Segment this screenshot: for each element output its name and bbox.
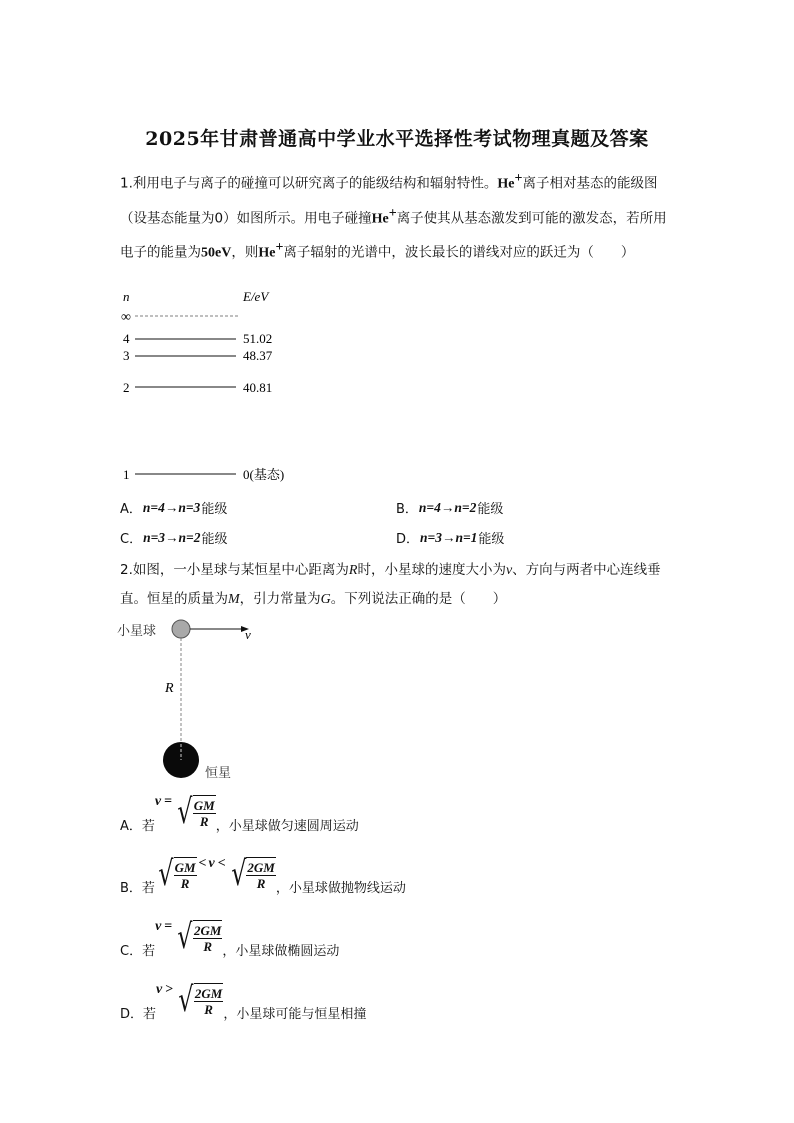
question-1-stem: 1.利用电子与离子的碰撞可以研究离子的能级结构和辐射特性。He+离子相对基态的能级图（设基态能量为0）如图所示。用电子碰撞He+离子使其从基态激发到可能的激发态，若所用电子的能量为50eV，则He+离子辐射的光谱中，波长最长的谱线对应的跃迁为（ ） (120, 171, 667, 261)
small-star (172, 620, 190, 638)
q2-option-d[interactable]: D．若 v > √ $\frac{2GM}{R}$ ，小星球可能与恒星相撞 (120, 980, 367, 1022)
q1-option-b[interactable]: B． n=4→n=2 能级 (396, 499, 504, 517)
level-4-energy: 51.02 (243, 331, 273, 346)
q2-option-b[interactable]: B．若 √ $\frac{GM}{R}$ < v < √ $\frac{2GM}{R}$ ，小星球做抛物线运动 (120, 854, 406, 896)
small-star-label: 小星球 (117, 623, 157, 638)
level-2-n: 2 (123, 380, 130, 395)
sqrt-2gm-over-r: √ $\frac{2GM}{R}$ (230, 854, 275, 894)
level-3-n: 3 (123, 348, 130, 363)
energy-level-diagram (110, 285, 310, 485)
ion-symbol: He (258, 245, 276, 261)
distance-label: R (165, 681, 174, 696)
sqrt-2gm-over-r: √ $\frac{2GM}{R}$ (178, 980, 223, 1020)
level-4-n: 4 (123, 331, 130, 346)
sqrt-gm-over-r: √ $\frac{GM}{R}$ (177, 792, 215, 832)
ion-symbol: He (497, 176, 515, 192)
electron-energy: 50eV (201, 245, 232, 261)
orbit-diagram (110, 612, 310, 787)
page-title: 2025年甘肃普通高中学业水平选择性考试物理真题及答案 (145, 128, 649, 150)
level-2-energy: 40.81 (243, 380, 273, 395)
level-1-n: 1 (123, 467, 130, 482)
q1-option-c[interactable]: C． n=3→n=2 能级 (120, 529, 228, 547)
level-1-energy: 0(基态) (243, 467, 285, 482)
sqrt-gm-over-r: √ $\frac{GM}{R}$ (158, 854, 196, 894)
q1-option-a[interactable]: A． n=4→n=3 能级 (120, 499, 228, 517)
level-infinity-label: ∞ (121, 310, 131, 325)
star-label: 恒星 (205, 765, 232, 780)
sqrt-2gm-over-r: √ $\frac{2GM}{R}$ (177, 917, 222, 957)
question-number: 2. (120, 562, 133, 578)
question-number: 1. (120, 175, 133, 192)
q2-option-c[interactable]: C．若 v = √ $\frac{2GM}{R}$ ，小星球做椭圆运动 (120, 917, 340, 959)
q2-option-a[interactable]: A．若 v = √ $\frac{GM}{R}$ ，小星球做匀速圆周运动 (120, 792, 359, 834)
ion-symbol: He (371, 211, 389, 226)
q1-option-d[interactable]: D． n=3→n=1 能级 (396, 529, 505, 547)
level-3-energy: 48.37 (243, 348, 273, 363)
axis-label-n: n (123, 289, 130, 304)
axis-label-energy: E/eV (243, 289, 269, 304)
velocity-label: v (245, 627, 251, 642)
question-2-stem: 2.如图，一小星球与某恒星中心距离为R时，小星球的速度大小为v、方向与两者中心连线垂直。恒星的质量为M，引力常量为G。下列说法正确的是（ ） (120, 562, 661, 607)
